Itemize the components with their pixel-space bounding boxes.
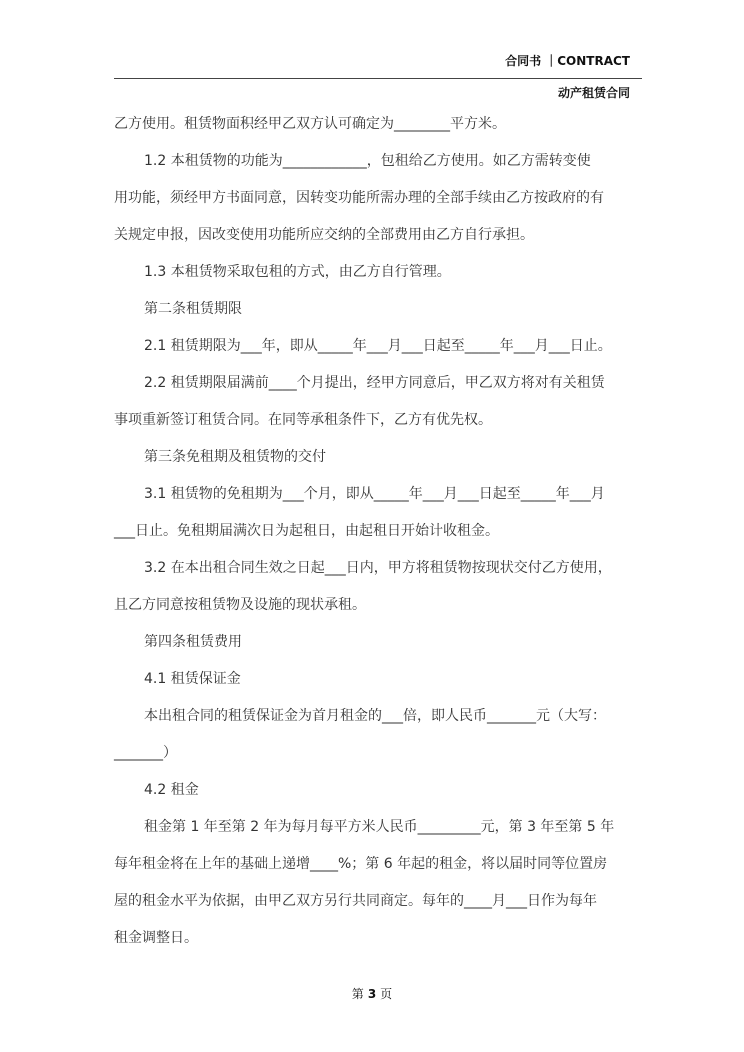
body-line: _______） xyxy=(114,745,177,761)
page-number-prefix: 第 xyxy=(351,987,364,1001)
subsection-heading: 4.1 租赁保证金 xyxy=(144,671,241,687)
page-footer xyxy=(0,985,744,1002)
body-line: 本出租合同的租赁保证金为首月租金的___倍，即人民币_______元（大写： xyxy=(144,708,606,724)
section-heading: 第四条租赁费用 xyxy=(144,634,242,650)
body-line: 事项重新签订租赁合同。在同等承租条件下，乙方有优先权。 xyxy=(114,412,492,428)
body-line: 2.2 租赁期限届满前____个月提出，经甲方同意后，甲乙双方将对有关租赁 xyxy=(144,375,605,391)
body-line: 1.2 本租赁物的功能为____________，包租给乙方使用。如乙方需转变使 xyxy=(144,153,591,169)
header-subtitle: 动产租赁合同 xyxy=(557,86,630,100)
page-number: 3 xyxy=(367,987,377,1001)
body-line: 每年租金将在上年的基础上递增____%；第 6 年起的租金，将以届时同等位置房 xyxy=(114,856,608,872)
subsection-heading: 4.2 租金 xyxy=(144,782,199,798)
body-line: 关规定申报，因改变使用功能所应交纳的全部费用由乙方自行承担。 xyxy=(114,227,534,243)
body-line: 3.1 租赁物的免租期为___个月，即从_____年___月___日起至_____年___月 xyxy=(144,486,605,502)
body-line: 1.3 本租赁物采取包租的方式，由乙方自行管理。 xyxy=(144,264,451,280)
body-line: ___日止。免租期届满次日为起租日，由起租日开始计收租金。 xyxy=(114,523,499,539)
body-line: 乙方使用。租赁物面积经甲乙双方认可确定为________平方米。 xyxy=(114,116,506,132)
body-line: 屋的租金水平为依据，由甲乙双方另行共同商定。每年的____月___日作为每年 xyxy=(114,893,597,909)
page-number-suffix: 页 xyxy=(380,987,393,1001)
body-line: 3.2 在本出租合同生效之日起___日内，甲方将租赁物按现状交付乙方使用， xyxy=(144,560,612,576)
section-heading: 第二条租赁期限 xyxy=(144,301,242,317)
body-line: 租金调整日。 xyxy=(114,930,198,946)
document-body xyxy=(114,114,640,965)
body-line: 租金第 1 年至第 2 年为每月每平方米人民币_________元，第 3 年至第 5 年 xyxy=(144,819,615,835)
body-line: 且乙方同意按租赁物及设施的现状承租。 xyxy=(114,597,366,613)
header-divider xyxy=(114,78,642,79)
body-line: 用功能，须经甲方书面同意，因转变功能所需办理的全部手续由乙方按政府的有 xyxy=(114,190,604,206)
section-heading: 第三条免租期及租赁物的交付 xyxy=(144,449,326,465)
header-title: 合同书 ｜CONTRACT xyxy=(505,54,630,68)
body-line: 2.1 租赁期限为___年，即从_____年___月___日起至_____年___月___日止。 xyxy=(144,338,612,354)
